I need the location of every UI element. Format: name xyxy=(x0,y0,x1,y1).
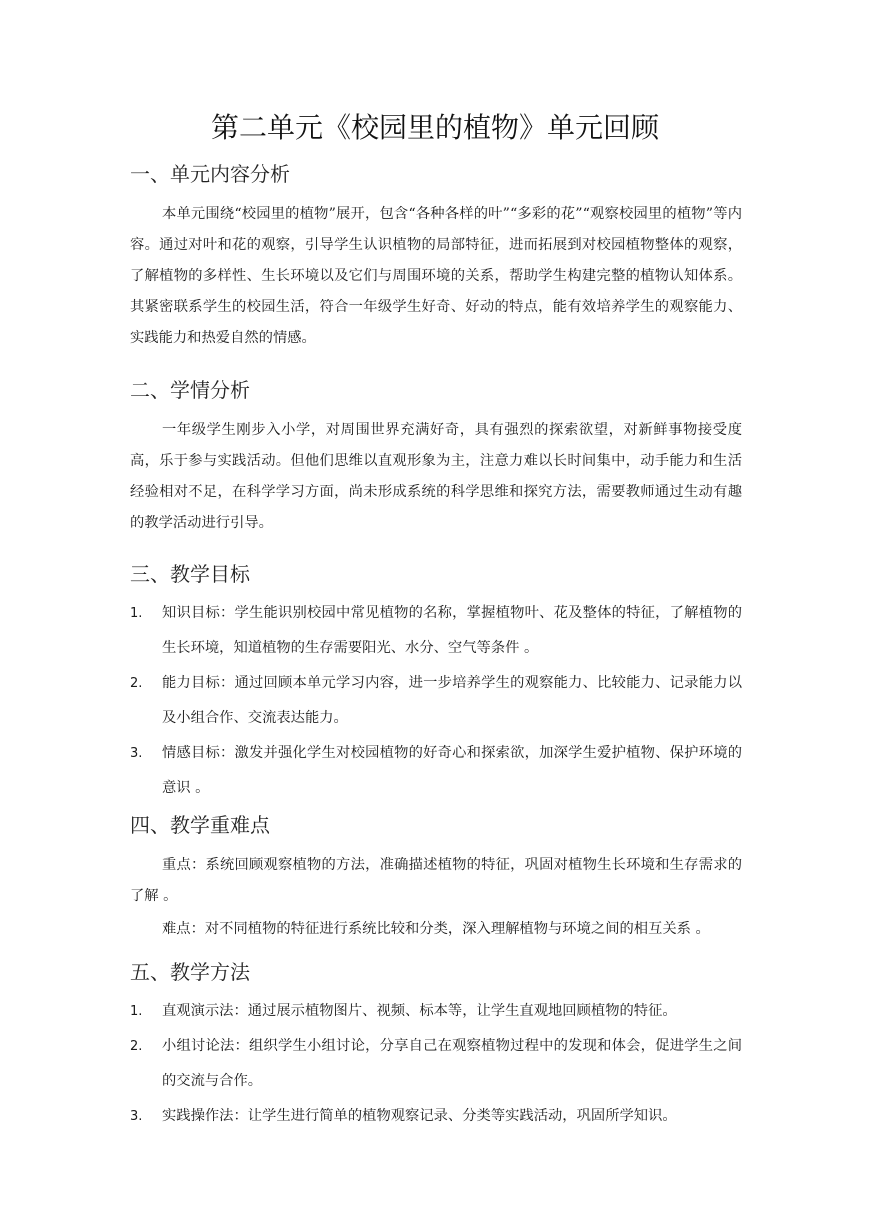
list-text: 情感目标：激发并强化学生对校园植物的好奇心和探索欲，加深学生爱护植物、保护环境的意识 。 xyxy=(162,745,742,796)
list-item xyxy=(130,1099,742,1134)
paragraph-key-point: 重点：系统回顾观察植物的方法，准确描述植物的特征，巩固对植物生长环境和生存需求的了解 。 xyxy=(130,857,742,904)
list-number: 3. xyxy=(130,1109,143,1124)
section-heading-learner-analysis: 二、学情分析 xyxy=(130,378,250,402)
paragraph-difficult-point: 难点：对不同植物的特征进行系统比较和分类，深入理解植物与环境之间的相互关系 。 xyxy=(162,921,710,937)
section-heading-content-analysis: 一、单元内容分析 xyxy=(130,162,290,186)
list-item xyxy=(130,666,742,736)
section-heading-teaching-goals: 三、教学目标 xyxy=(130,562,250,586)
list-item xyxy=(130,994,742,1029)
list-item xyxy=(130,736,742,806)
list-item xyxy=(130,596,742,666)
document-title: 第二单元《校园里的植物》单元回顾 xyxy=(210,111,659,144)
list-text: 直观演示法：通过展示植物图片、视频、标本等，让学生直观地回顾植物的特征。 xyxy=(162,1003,677,1019)
list-number: 1. xyxy=(130,606,143,621)
paragraph-learner-analysis: 一年级学生刚步入小学，对周围世界充满好奇，具有强烈的探索欲望，对新鲜事物接受度高，乐于参与实践活动。但他们思维以直观形象为主，注意力难以长时间集中，动手能力和生活经验相对不足，在科学学习方面，尚未形成系统的科学思维和探究方法，需要教师通过生动有趣的教学活动进行引导。 xyxy=(130,422,742,531)
list-text: 实践操作法：让学生进行简单的植物观察记录、分类等实践活动，巩固所学知识。 xyxy=(162,1108,677,1124)
teaching-goals-list xyxy=(130,596,742,806)
list-number: 3. xyxy=(130,746,143,761)
list-text: 能力目标：通过回顾本单元学习内容，进一步培养学生的观察能力、比较能力、记录能力以及小组合作、交流表达能力。 xyxy=(162,675,742,726)
list-item xyxy=(130,1029,742,1099)
teaching-methods-list xyxy=(130,994,742,1134)
list-text: 小组讨论法：组织学生小组讨论，分享自己在观察植物过程中的发现和体会，促进学生之间的交流与合作。 xyxy=(162,1038,742,1089)
section-heading-teaching-methods: 五、教学方法 xyxy=(130,960,250,984)
list-number: 2. xyxy=(130,676,143,691)
list-number: 2. xyxy=(130,1039,143,1054)
list-number: 1. xyxy=(130,1004,143,1019)
section-heading-key-points: 四、教学重难点 xyxy=(130,813,270,837)
list-text: 知识目标：学生能识别校园中常见植物的名称，掌握植物叶、花及整体的特征，了解植物的生长环境，知道植物的生存需要阳光、水分、空气等条件 。 xyxy=(162,605,742,656)
paragraph-content-analysis: 本单元围绕“校园里的植物”展开，包含“各种各样的叶”“多彩的花”“观察校园里的植物”等内容。通过对叶和花的观察，引导学生认识植物的局部特征，进而拓展到对校园植物整体的观察，了解植物的多样性、生长环境以及它们与周围环境的关系，帮助学生构建完整的植物认知体系。其紧密联系学生的校园生活，符合一年级学生好奇、好动的特点，能有效培养学生的观察能力、实践能力和热爱自然的情感。 xyxy=(130,206,742,346)
